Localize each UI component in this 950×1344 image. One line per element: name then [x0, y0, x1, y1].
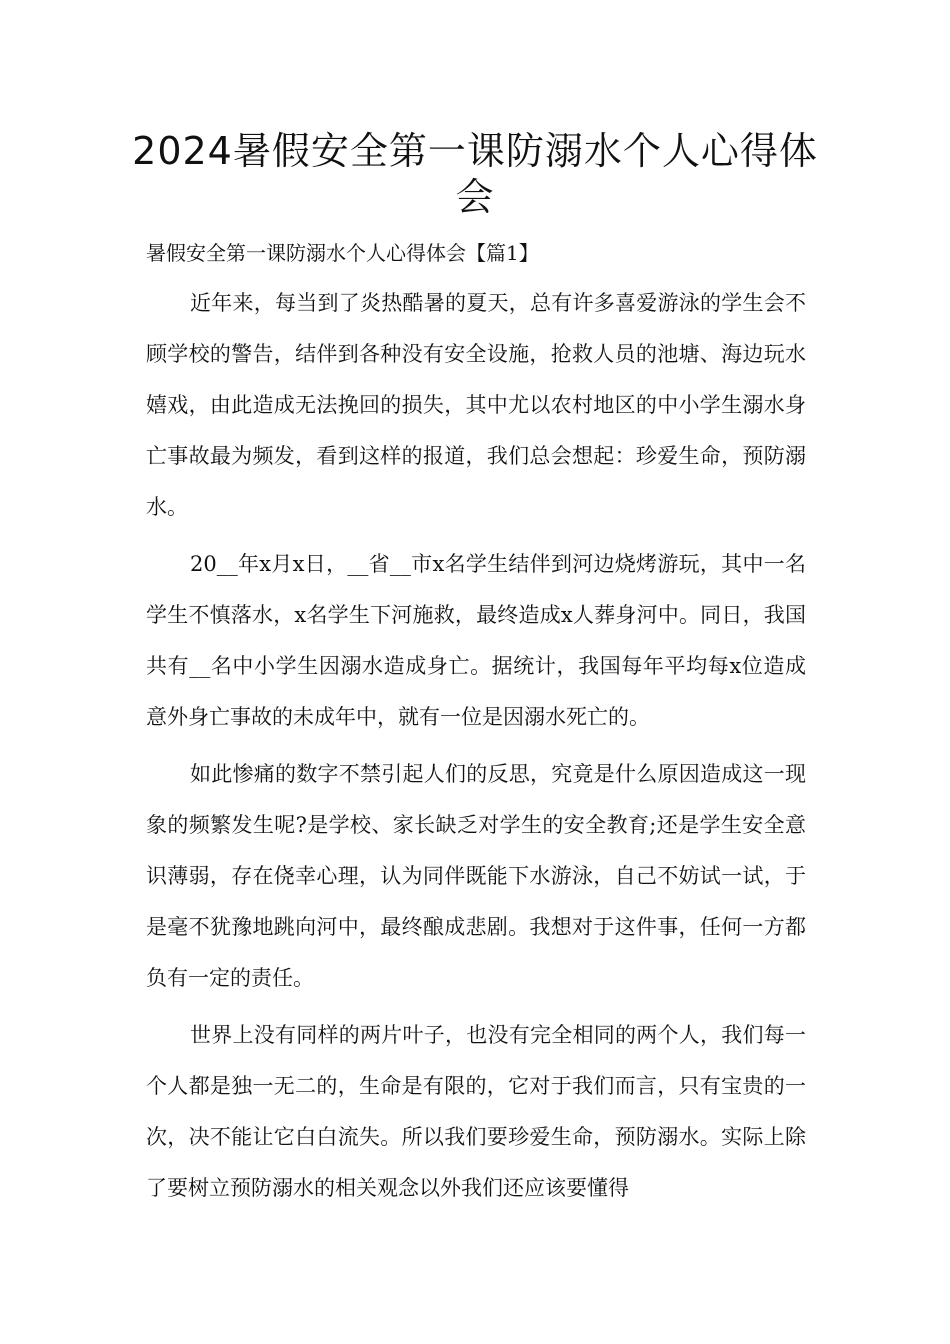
paragraph-3: 如此惨痛的数字不禁引起人们的反思，究竟是什么原因造成这一现象的频繁发生呢?是学校、家长缺乏对学生的安全教育;还是学生安全意识薄弱，存在侥幸心理，认为同伴既能下水游泳，自己不妨试一试，于是毫不犹豫地跳向河中，最终酿成悲剧。我想对于这件事，任何一方都负有一定的责任。 — [146, 762, 806, 990]
section-heading: 暑假安全第一课防溺水个人心得体会【篇1】 — [146, 241, 539, 265]
paragraph-4: 世界上没有同样的两片叶子，也没有完全相同的两个人，我们每一个人都是独一无二的，生命是有限的，它对于我们而言，只有宝贵的一次，决不能让它白白流失。所以我们要珍爱生命，预防溺水。实际上除了要树立预防溺水的相关观念以外我们还应该要懂得 — [146, 1023, 806, 1200]
document-body — [146, 278, 806, 1220]
paragraph-1: 近年来，每当到了炎热酷暑的夏天，总有许多喜爱游泳的学生会不顾学校的警告，结伴到各种没有安全设施，抢救人员的池塘、海边玩水嬉戏，由此造成无法挽回的损失，其中尤以农村地区的中小学生溺水身亡事故最为频发，看到这样的报道，我们总会想起：珍爱生命，预防溺水。 — [146, 291, 806, 519]
document-title: 2024暑假安全第一课防溺水个人心得体会 — [132, 129, 818, 219]
paragraph-2: 20__年x月x日，__省__市x名学生结伴到河边烧烤游玩，其中一名学生不慎落水，x名学生下河施救，最终造成x人葬身河中。同日，我国共有__名中小学生因溺水造成身亡。据统计，我国每年平均每x位造成意外身亡事故的未成年中，就有一位是因溺水死亡的。 — [146, 552, 806, 729]
